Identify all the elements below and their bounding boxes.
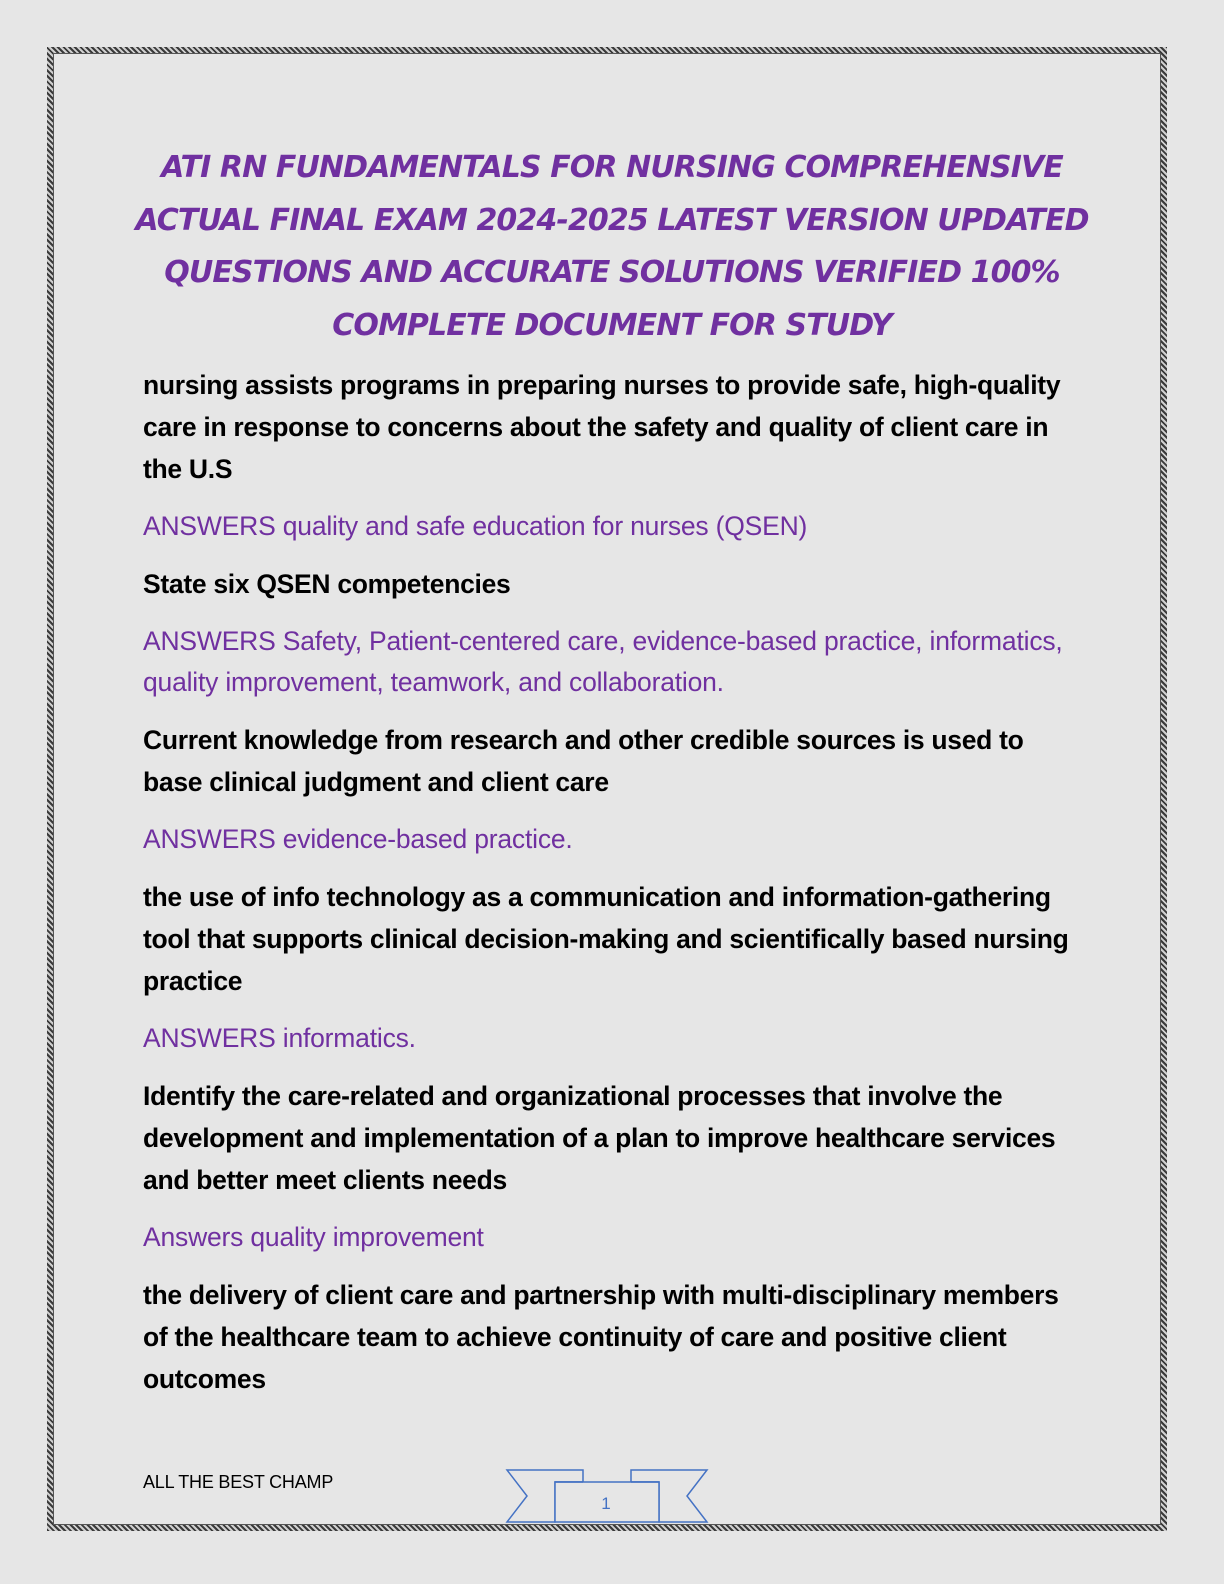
question-text: nursing assists programs in preparing nurses to provide safe, high-quality care in response to concerns about the safety and quality of client care in the U.S: [143, 370, 1061, 484]
document-body: [143, 364, 1083, 1416]
document-title: ATI RN FUNDAMENTALS FOR NURSING COMPREHENSIVE ACTUAL FINAL EXAM 2024-2025 LATEST VERSION UPDATED QUESTIONS AND ACCURATE SOLUTIONS VERIFIED 100% COMPLETE DOCUMENT FOR STUDY: [135, 150, 1089, 343]
answer-text: ANSWERS quality and safe education for nurses (QSEN): [143, 511, 808, 541]
answer-text: ANSWERS evidence-based practice.: [143, 824, 573, 854]
answer-text: ANSWERS informatics.: [143, 1023, 416, 1053]
question-text: the use of info technology as a communication and information-gathering tool that supports clinical decision-making and scientifically based nursing practice: [143, 882, 1069, 996]
question-text: Identify the care-related and organizational processes that involve the development and implementation of a plan to improve healthcare services and better meet clients needs: [143, 1081, 1056, 1195]
answer-text: Answers quality improvement: [143, 1222, 484, 1252]
answer-text: ANSWERS Safety, Patient-centered care, evidence-based practice, informatics, quality improvement, teamwork, and collaboration.: [143, 626, 1063, 697]
question-text: Current knowledge from research and other credible sources is used to base clinical judgment and client care: [143, 725, 1024, 797]
question-text: the delivery of client care and partnership with multi-disciplinary members of the healthcare team to achieve continuity of care and positive client outcomes: [143, 1280, 1059, 1394]
footer-text: ALL THE BEST CHAMP: [143, 1472, 334, 1492]
page-number: 1: [601, 1494, 611, 1513]
question-text: State six QSEN competencies: [143, 569, 511, 599]
